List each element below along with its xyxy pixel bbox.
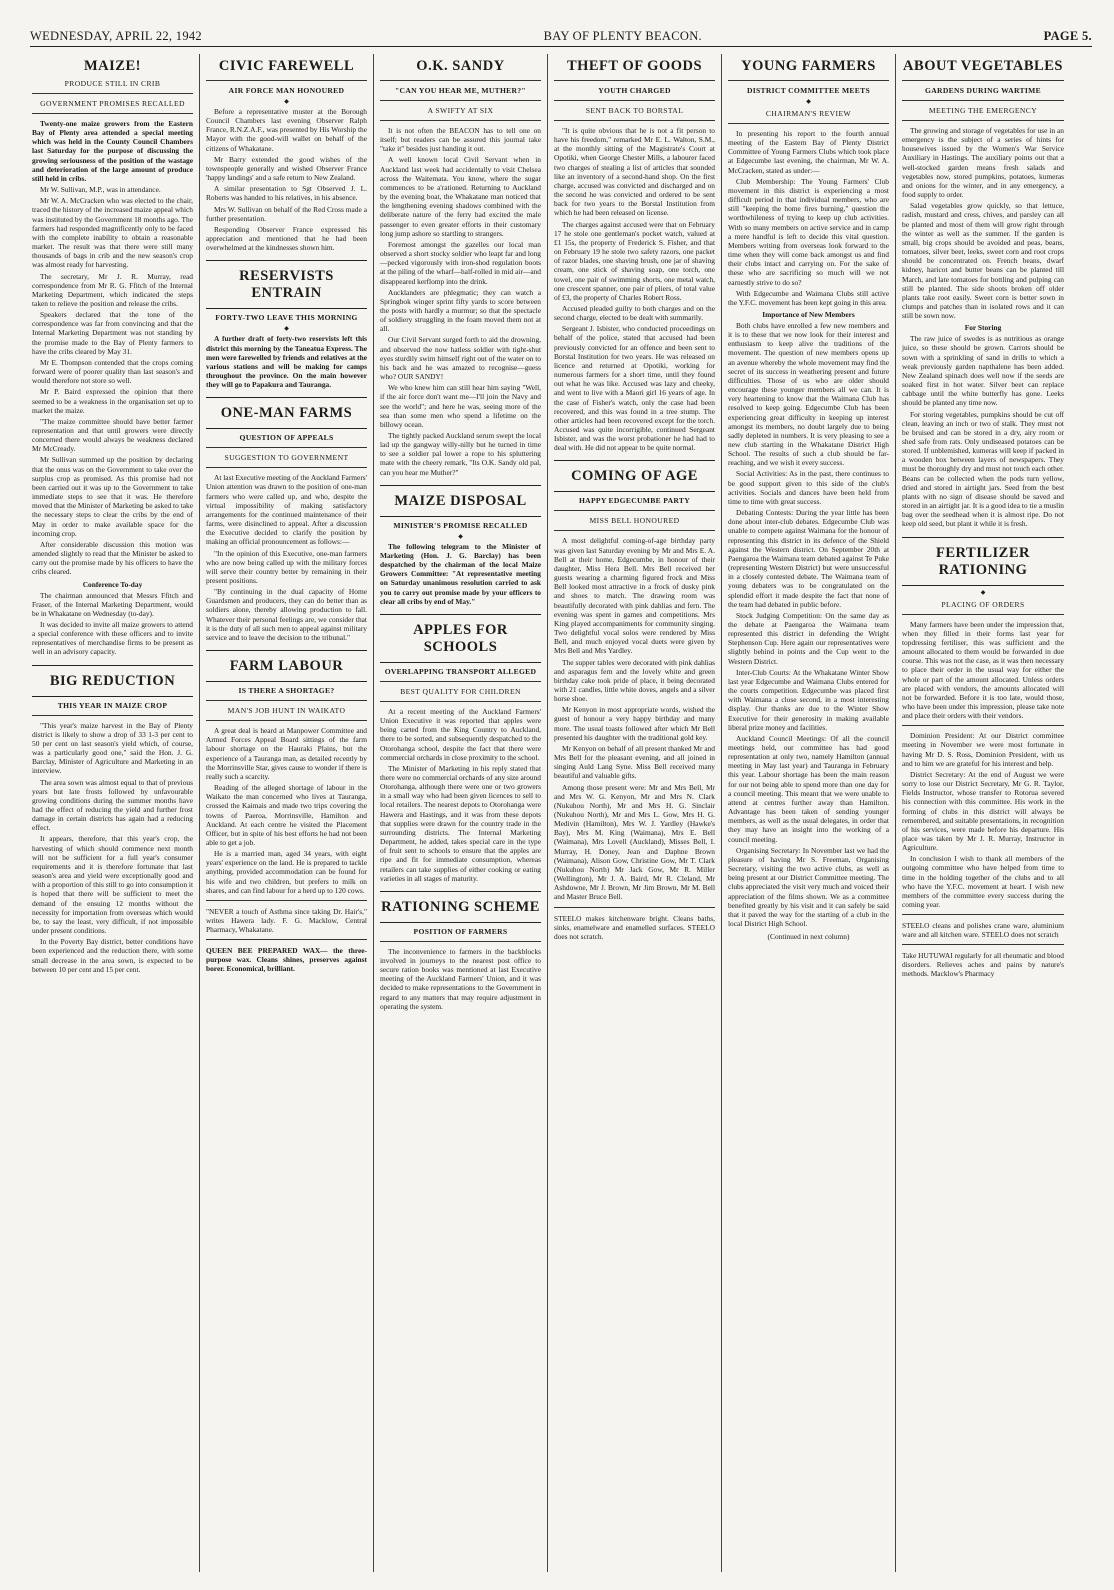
subhead: SUGGESTION TO GOVERNMENT (224, 453, 349, 463)
ornament-icon: ◆ (458, 533, 463, 540)
headline-rationing: RATIONING SCHEME (381, 898, 540, 915)
paragraph: Foremost amongst the gazelles our local man observed a short stocky soldier who leapt far and long—pecked vigorously with iron-shod regulation boots at the piling of the wharf—half-rolled in mid air—and disappeared kerflomp into the drink. (380, 239, 541, 286)
divider (380, 681, 541, 682)
subhead: QUESTION OF APPEALS (239, 433, 334, 443)
article-box (380, 891, 541, 923)
ornament-icon: ◆ (284, 326, 289, 333)
paragraph: Our Civil Servant surged forth to aid the drowning, and observed the now hatless soldier with tight-shut eyes sturdily swim himself right out of the water on to his back and he was amazed to recognise—guess who? OUR SANDY! (380, 335, 541, 382)
paragraph: A most delightful coming-of-age birthday party was given last Saturday evening by Mr and Mrs E. A. Bell at their home, Edgecumbe, in honour of their daughter, Miss Hera Bell. Mrs Bell received her guests wearing a charming figured frock and Miss Bell looked most attractive in a frock of dusky pink and shoes to match. The drawing room was beautifully decorated with pink dahlias and fern. The evening was spent in games and competitions. Mrs King played accompaniments for community singing. Two delightful vocal solos were rendered by Miss Bell, and much enjoyed vocal duets were given by Mrs Bell and Mrs Yardley. (554, 536, 715, 656)
subhead: MISS BELL HONOURED (589, 516, 680, 526)
subhead: MEETING THE EMERGENCY (928, 106, 1038, 115)
paragraph: Mrs W. Sullivan on behalf of the Red Cross made a further presentation. (206, 204, 367, 223)
continued-note: (Continued in next column) (767, 932, 850, 942)
paragraph: In the Poverty Bay district, better conditions have been experienced and the reduction there, with some small decrease in the area sown, is expected to be between 10 per cent and 15 per cent. (32, 937, 193, 974)
headline-fertilizer: FERTILIZER RATIONING (936, 544, 1030, 578)
article-box (554, 460, 715, 492)
subhead: POSITION OF FARMERS (413, 926, 508, 936)
paragraph: Accused pleaded guilty to both charges and on the second charge, elected to be dealt with summarily. (554, 303, 715, 323)
divider (554, 120, 715, 121)
paragraph: The growing and storage of vegetables for use in an emergency is the subject of a series of hints for housewives issued by the Women's War Service Auxiliary in Hastings. The auxiliary points out that a well-stocked garden means fresh salads and vegetables now, stored pumpkins, potatoes, kumeras and onions for the winter, and in any emergency, a food supply to order. (902, 126, 1064, 200)
headline-maize-disposal: MAIZE DISPOSAL (394, 492, 527, 509)
divider (554, 100, 715, 101)
divider (206, 80, 367, 81)
column-5 (722, 54, 896, 1572)
subhead: IS THERE A SHORTAGE? (238, 686, 335, 696)
paragraph: A similar presentation to Sgt Observed J. L. Roberts was handed to his relatives, in his absence. (206, 184, 367, 203)
paragraph: Auckland Council Meetings: Of all the council meetings held, our committee has had good representation at only two, namely Hamilton (annual meeting in May last year) and Tauranga in February this year. Labour shortage has been the main reason for our not being able to spend more than one day for a council meeting. This meant that we were unable to attend at centres further away than Hamilton. Advantage has been taken of sending younger members, as well as the usual delegates, in order that they may have an insight into the working of a council meeting. (728, 733, 889, 844)
headline-farm-labour: FARM LABOUR (229, 658, 344, 675)
divider (206, 467, 367, 468)
divider (554, 530, 715, 531)
advertisement: STEELO cleans and polishes crane ware, aluminium ware and all kitchen ware. STEELO does not scratch (902, 921, 1064, 940)
ornament-icon: ◆ (806, 99, 811, 105)
divider (32, 715, 193, 716)
paragraph: Mr E. Thompson contended that the crops coming forward were of poorer quality than last season's and would therefore not store so well. (32, 357, 193, 386)
paragraph: Mr W. Sullivan, M.P., was in attendance. (40, 185, 161, 195)
paragraph: Mr Barry extended the good wishes of the townspeople generally and wished Observer France 'happy landings' and a safe return to New Zealand. (206, 154, 367, 183)
subhead: GOVERNMENT PROMISES RECALLED (40, 99, 185, 108)
issue-date: WEDNESDAY, APRIL 22, 1942 (30, 29, 202, 43)
section-subhead: Conference To-day (82, 579, 143, 589)
divider (728, 80, 889, 81)
divider (206, 900, 367, 901)
paragraph: After considerable discussion this motion was amended slightly to read that the Minister be asked to carry out the promise made by his officers to have the cribs cleared. (32, 539, 193, 577)
paragraph: A great deal is heard at Manpower Committee and Armed Forces Appeal Board sittings of the farm labour shortage on the Hauraki Plains, but the experience of a Tauranga man, as detailed recently by the Morrinsville Star, gives cause to wonder if there is really such a scarcity. (206, 726, 367, 781)
divider (206, 720, 367, 721)
headline-young-farmers: YOUNG FARMERS (741, 58, 876, 74)
paragraph: Salad vegetables grow quickly, so that lettuce, radish, mustard and cress, chives, and parsley can all be planted and most of them will grow right through the winter as well as the summer. If the garden is small, big crops should be avoided and peas, beans, tomatoes, silver beet, leeks, sweet corn and root crops should be concentrated on. French beans, dwarf kidney, haricot and butter beans can be planted till March, and late tomatoes for bottling and pulping can still be planted. The side shoots broken off older plants take root easily. Sweet corn is better sown in clumps and patches than in isolated rows and it can still be sown now. (902, 201, 1064, 321)
paragraph: The supper tables were decorated with pink dahlias and asparagus fern and the lovely white and green birthday cake took pride of place, it being decorated with 21 candles, little white doves, angels and a silver horse shoe. (554, 657, 715, 704)
paragraph: In presenting his report to the fourth annual meeting of the Eastern Bay of Plenty District Committee of Young Farmers Clubs which took place at Edgecumbe last evening, the chairman, Mr W. A. McCracken, stated as under:— (728, 129, 889, 175)
paragraph: The charges against accused were that on February 17 he stole one gentleman's pocket watch, valued at £1 15s, the property of Frederick S. Fisher, and that on February 19 he stole two safety razors, one packet of razor blades, one shaving brush, one jar of shaving cream, one stick of shaving soap, one torch, one towel, one pair of swimming shorts, one metal watch, one crescent spanner, one pair of pliers, of total value of £3, the property of Charles Robert Ross. (554, 219, 715, 302)
divider (380, 80, 541, 81)
ornament-icon: ◆ (284, 99, 289, 105)
page-number: PAGE 5. (1043, 29, 1092, 43)
divider (902, 100, 1064, 101)
headline-coming-of-age: COMING OF AGE (571, 468, 698, 485)
column-6 (896, 54, 1070, 1572)
divider (902, 614, 1064, 615)
paragraph: For storing vegetables, pumpkins should be cut off clean, leaving an inch or two of stalk. They must not be bruised and can be stored in a dry, airy room or shed safe from rats. Only undiseased potatoes can be stored. If unblemished, kumeras will keep if packed in a wooden box between layers of newspapers. They must be thoroughly dry and must not touch each other. Beans can be collected when the pods turn yellow, dried and stored in airtight jars. Seed from the best plants with no sign of disease should be saved and stored in an airtight jar. It is a good idea to tie a muslin bag over the seedhead when it is almost ripe. Do not keep old seed, but plant it while it is fresh. (902, 409, 1064, 529)
subhead: SENT BACK TO BORSTAL (585, 106, 684, 115)
paragraph: At last Executive meeting of the Auckland Farmers' Union attention was drawn to the position of one-man farmers who were called up, and who, despite the virtual impossibility of making satisfactory arrangements for the continued maintenance of their farms, were disinclined to appeal. After a discussion the Executive decided to clarify the position by making an official pronouncement as follows:— (206, 473, 368, 547)
lead-paragraph: The following telegram to the Minister of Marketing (Hon. J. G. Barclay) has been despatched by the chairman of the local Maize Growers Committee: "At representative meeting on Saturday unanimous resolution carried to ask you to carry out promise made by your officers to clear all cribs by end of May." (380, 541, 541, 606)
subhead: FORTY-TWO LEAVE THIS MORNING (215, 313, 358, 323)
paragraph: Organising Secretary: In November last we had the pleasure of having Mr S. Freeman, Organising Secretary, visiting the two active clubs, as well as being present at our District Committee meeting. The clubs appreciated the visit very much and voiced their appreciation of the films shown. We as a committee benefited greatly by his visit and it can safely be said that it paved the way for the starting of a club in the local District High School. (728, 845, 889, 928)
subhead: YOUTH CHARGED (598, 86, 671, 95)
paragraph: Mr Kenyon on behalf of all present thanked Mr and Mrs Bell for the pleasant evening, and all joined in singing Auld Lang Syne. Miss Bell received many beautiful and valuable gifts. (554, 743, 715, 781)
section-subhead: For Storing (964, 323, 1002, 333)
divider (554, 510, 715, 511)
paragraph: The Minister of Marketing in his reply stated that there were no commercial orchards of any size around Otorohanga, although there were one or two growers in a small way who had been given licences to sell to local retailers. The nearest depots to Otorohanga were Hawera and Hastings, and it was from these depots that supplies were drawn for the country trade in the surrounding districts. The Internal Marketing Department, he added, takes special care in the type of fruit sent to schools to ensure that the apples are ripe and fit for immediate consumption, whereas retailers can take supplies of either cooking or eating varieties in all stages of maturity. (380, 763, 541, 883)
paragraph: The area sown was almost equal to that of previous years but late frosts followed by unfavourable growing conditions during the summer months have had the effect of reducing the yield and further frost damage in certain districts has again had a reducing effect. (32, 777, 193, 833)
paragraph: We who knew him can still hear him saying "Well, if the air force don't want me—I'll join the Navy and see the world"; and here he was, seeing more of the sea than some men who spend a lifetime on the billowy ocean. (380, 383, 541, 429)
paragraph: In conclusion I wish to thank all members of the outgoing committee who have helped from time to time in the holding together of the clubs and to all who have the Y.F.C. movement at heart. I wish new members of the committee every success during the coming year. (902, 854, 1064, 910)
paragraph: With Edgecumbe and Waimana Clubs still active the Y.F.C. movement has been kept going in this area. (728, 288, 889, 307)
divider (902, 80, 1064, 81)
divider (206, 447, 367, 448)
advertisement: QUEEN BEE PREPARED WAX— the three-purpose wax. Cleans shines, preserves against borer. Economical, brilliant. (206, 945, 367, 973)
divider (206, 939, 367, 940)
divider (380, 941, 541, 942)
paragraph: Before a representative muster at the Borough Council Chambers last evening Observer Ralph France, R.N.Z.A.F., was presented by His Worship the Mayor with the good-will wallet on behalf of the citizens of Whakatane. (206, 107, 367, 153)
subhead: DISTRICT COMMITTEE MEETS (746, 86, 871, 95)
subhead: PRODUCE STILL IN CRIB (64, 79, 161, 88)
paragraph: He is a married man, aged 34 years, with eight years' experience on the land. He is prepared to tackle anything, provided accommodation can be found for his wife and two children, but prefers to milk on shares, and can find labour for a herd up to 120 cows. (206, 849, 367, 895)
divider (206, 700, 367, 701)
paragraph: Many farmers have been under the impression that, when they filled in their forms last year for topdressing fertiliser, this was sufficient and the amount allocated to them would be forwarded in due course. This was not the case, as it was then necessary to place their order in the usual way for either the whole or part of the amount allocated. Unless orders are placed with vendors, the amounts allocated will not be forwarded. Before it is too late, would those, who have been under this impression, please take note and place their orders with their vendors. (902, 619, 1064, 721)
divider (380, 120, 541, 121)
divider (902, 725, 1064, 726)
paragraph: "In the opinion of this Executive, one-man farmers who are now being called up with the military forces will serve their country better by remaining in their present positions. (206, 548, 367, 585)
paragraph: The secretary, Mr J. R. Murray, read correspondence from Mr R. G. Ffitch of the Internal Marketing Department, which indicated the steps taken to relieve the position and release the cribs. (32, 271, 193, 308)
divider (380, 701, 541, 702)
divider (902, 914, 1064, 915)
subhead: HAPPY EDGECUMBE PARTY (578, 496, 691, 506)
paragraph: "This year's maize harvest in the Bay of Plenty district is likely to show a drop of 33 1-3 per cent to 50 per cent on last season's yield which, of course, was a particularly good one," said the Hon. J. G. Barclay, Minister of Agriculture and Marketing in an interview. (32, 720, 193, 776)
ornament-icon: ◆ (980, 589, 986, 596)
subhead: MINISTER'S PROMISE RECALLED (393, 520, 528, 530)
advertisement: Take HUTUWAI regularly for all rheumatic and blood disorders. Relieves aches and pains by nature's methods. Macklow's Pharmacy (902, 951, 1064, 979)
headline-one-man-farms: ONE-MAN FARMS (220, 405, 353, 422)
paragraph: "The maize committee should have better farmer representation and that until growers were directly concerned there would always be weakness declared Mr McCready. (32, 416, 193, 454)
article-box (206, 650, 367, 682)
paragraph: Mr Sullivan summed up the position by declaring that the onus was on the Government to take over the surplus crop as promised. As this promise had not been carried out it was up to the Government to take immediate steps to see that it was. He therefore moved that the Minister of Marketing be asked to take the necessary steps to clear the cribs by the end of May in order to make available space for the incoming crop. (32, 455, 193, 538)
article-box (206, 397, 367, 429)
section-subhead: Importance of New Members (762, 309, 855, 319)
paragraph: The inconvenience to farmers in the backblocks involved in journeys to the nearest post office to secure ration books was mentioned at last Executive meeting of the Auckland Farmers' Union, and it was decided to make representations to the Government in regard to any matters that may require adjustment in operating the system. (380, 946, 541, 1011)
paragraph: Responding Observer France expressed his appreciation and mentioned that he had been overwhelmed at the kindnesses shown him. (206, 224, 367, 253)
subhead: BEST QUALITY FOR CHILDREN (400, 686, 521, 696)
columns (26, 54, 1100, 1572)
paragraph: Aucklanders are phlegmatic; they can watch a Springbok winger sprint fifty yards to score between the posts with hardly a murmur; so that the spectacle of soldiery struggling in the foam moved them not at all. (380, 287, 541, 334)
headline-civic-farewell: CIVIC FAREWELL (218, 58, 355, 74)
headline-theft: THEFT OF GOODS (566, 58, 703, 74)
subhead: GARDENS DURING WARTIME (925, 86, 1041, 95)
paragraph: Debating Contests: During the year little has been done about inter-club debates. Edgecumbe Club was unable to compete against Waimana for the honour of representing this district in its defence of the Shield against the Western district. On September 20th at Paengaroa the Waimana team debated against Te Puke (representing Western District) but were unsuccessful in a closely contested debate. The Waimana team of young debaters was to be congratulated on the splendid effort it made despite the fact that none of the team had debated in public before. (728, 508, 889, 609)
paragraph: Club Membership: The Young Farmers' Club movement in this district is experiencing a most difficult period in that individual members, who are still "keeping the home fires burning," question the worthwhileness of trying to keep up club activities. With so many members on active service and in camp a mere handful is left to decide this vital question. Members writing from overseas look forward to the time when they will come back amongst us and find their clubs intact and carrying on. For the sake of these who are sacrificing so much will we not earnestly strive to do so? (728, 176, 889, 287)
headline-reservists: RESERVISTS ENTRAIN (239, 268, 334, 302)
paragraph: Inter-Club Courts: At the Whakatane Winter Show last year Edgecumbe and Waimana Clubs entered for the courts competition. Edgecumbe was placed first with Waimana a close second, in a most interesting display. Our thanks are due to the Winter Show Executive for their generosity in making available liberal prize money and facilities. (728, 667, 889, 732)
paragraph: Mr W. A. McCracken who was elected to the chair, traced the history of the increased maize appeal which was instituted by the Government 18 months ago. The farmers had responded magnificently only to be faced with the complete inability to obtain a reasonable market. The result was that there were still many thousands of bags in crib and the new season's crop was almost ready for harvesting. (32, 196, 193, 270)
paragraph: Sergeant J. Isbister, who conducted proceedings on behalf of the police, stated that accused had been previously convicted for an offence and been sent to Borstal Institution for two years. He was released on licence and returned at Opotiki, working for numerous farmers for a short time, until they found out what he was like. Accused was lazy and cheeky, and went to live with a Maori girl 16 years of age. In the case of Fisher's watch, only the case had been recovered, and this was found in a tree stump. The other articles had been recovered except for the torch. Accused was quite incorrigible, continued Sergeant Isbister, and was the worst probationer he had had to deal with. He did not appear to be quite normal. (554, 324, 715, 453)
article-box (902, 537, 1064, 586)
lead-paragraph: A further draft of forty-two reservists left this district this morning by the Taneatua Express. The men were farewelled by friends and relatives at the various stations and will be making for camps throughout the province. On the main however they will go to Papakura and Tauranga. (206, 334, 367, 390)
subhead: THIS YEAR IN MAIZE CROP (57, 700, 168, 710)
masthead (30, 24, 1092, 47)
advertisement: "NEVER a touch of Asthma since taking Dr. Hair's," writes Hawera lady. F. G. Macklow, Central Pharmacy, Whakatane. (206, 906, 367, 934)
advertisement: STEELO makes kitchenware bright. Cleans baths, sinks, enamelware and enamelled surfaces. STEELO does not scratch. (554, 913, 715, 941)
divider (554, 907, 715, 908)
divider (902, 944, 1064, 945)
divider (32, 113, 193, 114)
headline-big-reduction: BIG REDUCTION (49, 672, 176, 689)
article-box (206, 260, 367, 309)
paragraph: "It is quite obvious that he is not a fit person to have his freedom," remarked Mr E. L. Walton, S.M., at the monthly sitting of the Magistrate's Court at Opotiki, when George Chester Mills, a labourer faced two charges of stealing a list of articles that sounded like an inventory of a second-hand shop. On the first charge, accused was convicted and discharged and on the second he was convicted and ordered to be sent back for two years to the Borstal Institution from which he had been released on license. (554, 126, 715, 218)
column-3 (374, 54, 548, 1572)
paragraph: It is not often the BEACON has to tell one on itself; but readers can be assured this journal take "take it" besides just handing it out. (380, 126, 541, 154)
divider (728, 123, 889, 124)
subhead: "CAN YOU HEAR ME, MUTHER?" (395, 86, 526, 95)
paragraph: Among those present were: Mr and Mrs Bell, Mr and Mrs W. G. Kenyon, Mr and Mrs N. Clark (Nukuhou North), Mr and Mrs H. G. Sinclair (Nukuhou North), Mr and Mrs L. Gow, Mrs H. G. Medivin (Hamilton), Mrs W. J. Yardley (Hawke's Bay), Mrs M. King (Waimana), Mrs E. Bell (Waimana), Mrs Lovell (Auckland), Misses Bell, I. Murray, H. Doney, Jean and Daphne Brown (Waimana), Alison Gow, Christine Gow, Mr T. Clark (Nukuhou North) Mr Jack Gow, Mr R. Miller (Wellington), Mr J. A. Baird, Mr R. Cleland, Mr Ashdowne, Mr J. Brown, Mr Jim Brown, Mr M. Bell and Master Bruce Bell. (554, 782, 715, 902)
article-box (380, 485, 541, 517)
divider (554, 80, 715, 81)
paragraph: It was decided to invite all maize growers to attend a special conference with these officers and to invite representatives of merchandise firms to be present as well in an advisory capacity. (32, 619, 193, 657)
paragraph: Social Activities: As in the past, there continues to be good support given to this side of the club's activities. Socials and dances have been held from time to time with great success. (728, 469, 889, 506)
headline-maize: MAIZE! (84, 58, 141, 74)
paragraph: Reading of the alleged shortage of labour in the Waikato the man concerned who lives at Tauranga, crossed the Kaimais and made two trips covering the towns of Paeroa, Morrinsville, Hamilton and Auckland. At each centre he visited the Placement Officer, but in spite of his best efforts he had not been able to get a job. (206, 783, 367, 847)
divider (902, 120, 1064, 121)
paragraph: Both clubs have enrolled a few new members and it is to these that we now look for their interest and enthusiasm to keep alive the traditions of the movement. The question of new members opens up an avenue whereby the whole movement may find the secret of its success in weathering present and future difficulties. Those of us who are older should encourage these younger members all we can. It is very heartening to know that the Waimana Club has resolved to keep going. Edgecumbe Club has been experiencing great difficulty in keeping up interest amongst its members, no doubt largely due to being sadly depleted in numbers. It is very pleasing to see a new club starting in the Whakatane District High School. The results of such a club should be far-reaching, and we wish it every success. (728, 320, 889, 468)
paragraph: "By continuing in the dual capacity of Home Guardsmen and producers, they can do better than as soldiers alone, thereby allowing production to fall. Whatever their personal feelings are, we consider that it is the duty of all such men to appeal against military service and to leave the decision to the tribunal." (206, 587, 367, 642)
paragraph: The tightly packed Auckland serum swept the local lad up the gangway willy-nilly but he turned in time to see a soldier pal lower a rope to his spluttering mate with the cheery remark, "Its O.K. Sandy old pal, can you hear me Muther?" (380, 431, 541, 477)
article-box (380, 614, 541, 663)
lead-paragraph: Twenty-one maize growers from the Eastern Bay of Plenty area attended a special meeting which was held in the County Council Chambers last Saturday for the purpose of discussing the growing seriousness of the position of the wastage and deterioration of the large amount of produce still held in cribs. (32, 119, 193, 183)
paragraph: It appears, therefore, that this year's crop, the harvesting of which should commence next month will not be sufficient for a full year's consumer requirements and it is therefore fortunate that last season's area and yield were exceptionally good and with a proportion of this still to go into consumption it is hoped that there will be sufficient to meet the demand of the ensuing 12 months without the necessity for importation from overseas which would be, to say the least, very difficult, if not impossible under present conditions. (32, 834, 193, 936)
column-4 (548, 54, 722, 1572)
paragraph: The raw juice of swedes is as nutritious as orange juice, so these should be grown. Carrots should be sown with a sprinkling of sand in drills to which a weak previously garden napthalene has been added. New Zealand spinach does well now if the seeds are soaked first in hot water. Silver beet can replace cabbage until the white butterfly has gone. Leeks should be planted any time now. (902, 334, 1064, 408)
paragraph: The chairman announced that Messrs Ffitch and Fraser, of the Internal Marketing Department, would be in Whakatane on Wednesday (to-day). (32, 590, 193, 618)
headline-ok-sandy: O.K. SANDY (416, 58, 505, 74)
paper-name: BAY OF PLENTY BEACON. (543, 29, 702, 43)
paragraph: A well known local Civil Servant when in Auckland last week had accidentally to visit Chelsea across the Waitemata. You know, where the sugar commences to be a'rationed. Returning to Auckland by the evening boat, the Whakatane man noticed that the lengthening evening shadows combined with the deliberate nature of the ferry had excited the male passenger to even greater efforts in their customary long jump ashore so startling to strangers. (380, 155, 541, 238)
subhead: MAN'S JOB HUNT IN WAIKATO (227, 706, 346, 716)
subhead: AIR FORCE MAN HONOURED (228, 86, 345, 95)
paragraph: Dominion President: At our District committee meeting in November we were most fortunate in having Mr D. S. Ross, Dominion President, with us and to him we are grateful for his interest and help. (902, 731, 1064, 768)
paragraph: At a recent meeting of the Auckland Farmers' Union Executive it was reported that apples were being carted from the King Country to Auckland, there to be sorted, and subsequently despatched to the Otorohanga school, despite the fact that there were commercial orchards in close proximity to the school. (380, 706, 541, 762)
subhead: CHAIRMAN'S REVIEW (765, 109, 852, 118)
paragraph: Mr Kenyon in most appropriate words, wished the guest of honour a very happy birthday and many more. The usual toasts followed after which Mr Bell presented his daughter with the traditional gold key. (554, 705, 715, 742)
article-box (32, 665, 193, 697)
paragraph: Mr P. Baird expressed the opinion that there seemed to be a weakness in the organisation set up to market the maize. (32, 387, 193, 415)
headline-apples: APPLES FOR SCHOOLS (413, 621, 508, 655)
subhead: OVERLAPPING TRANSPORT ALLEGED (384, 666, 537, 676)
headline-vegetables: ABOUT VEGETABLES (903, 58, 1063, 74)
divider (380, 100, 541, 101)
divider (32, 93, 193, 94)
paragraph: Stock Judging Competition: On the same day as the debate at Paengaroa the Waimana team represented this district in defending the Wright Stephenson Cup. Here again our representatives were slightly behind in points and the Cup went to the Western District. (728, 610, 889, 666)
column-1 (26, 54, 200, 1572)
subhead: PLACING OF ORDERS (941, 599, 1025, 609)
column-2 (200, 54, 374, 1572)
subhead: A SWIFTY AT SIX (427, 106, 494, 115)
paragraph: Speakers declared that the tone of the correspondence was far from convincing and that the Internal Marketing Department was not standing by the promise made to the Bay of Plenty farmers to have the cribs cleared by May 31. (32, 310, 193, 356)
paragraph: District Secretary: At the end of August we were sorry to lose our District Secretary, Mr G. R. Taylor, Fields Instructor, whose transfer to Rotorua severed his connection with this committee. His work in the forming of clubs in this district will always be remembered, and suitable presentations, in recognition of his services, were made before his departure. His place was taken by Mr J. R. Murray, Instructor in Agriculture. (902, 769, 1064, 853)
